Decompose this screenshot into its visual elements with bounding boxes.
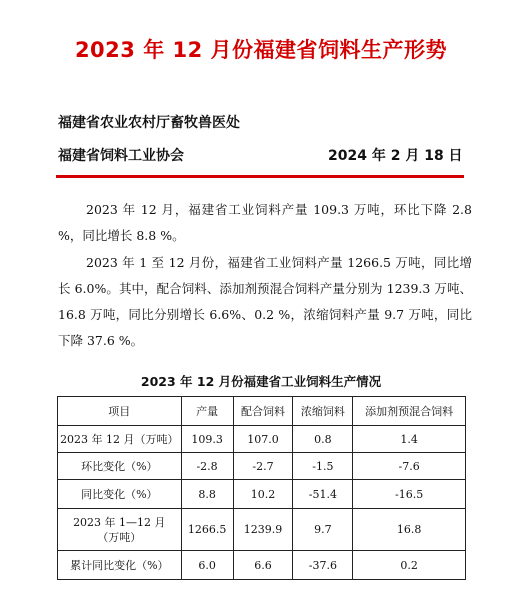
paragraph-monthly-summary: 2023 年 12 月，福建省工业饲料产量 109.3 万吨，环比下降 2.8 %，同比增长 8.8 %。 (58, 202, 472, 243)
row-label: 2023 年 12 月（万吨） (58, 426, 182, 453)
table-title: 2023 年 12 月份福建省工业饲料生产情况 (140, 374, 382, 389)
cell-output: -2.8 (181, 453, 233, 480)
cell-premix-feed: 0.2 (353, 551, 466, 580)
row-label-line2: （万吨） (97, 530, 142, 544)
cell-premix-feed: -16.5 (353, 480, 466, 509)
row-label: 环比变化（%） (58, 453, 182, 480)
feed-production-table (57, 396, 466, 580)
page-title: 2023 年 12 月份福建省饲料生产形势 (74, 38, 448, 62)
header-output: 产量 (181, 397, 233, 426)
row-label (58, 509, 182, 551)
header-item: 项目 (58, 397, 182, 426)
cell-compound-feed: -2.7 (233, 453, 293, 480)
cell-premix-feed: 16.8 (353, 509, 466, 551)
cell-premix-feed: -7.6 (353, 453, 466, 480)
row-label: 累计同比变化（%） (58, 551, 182, 580)
cell-concentrated-feed: -37.6 (293, 551, 353, 580)
cell-concentrated-feed: -1.5 (293, 453, 353, 480)
table-row (58, 453, 466, 480)
cell-compound-feed: 6.6 (233, 551, 293, 580)
cell-output: 109.3 (181, 426, 233, 453)
cell-concentrated-feed: 0.8 (293, 426, 353, 453)
table-header-row (58, 397, 466, 426)
cell-concentrated-feed: 9.7 (293, 509, 353, 551)
cell-output: 6.0 (181, 551, 233, 580)
cell-premix-feed: 1.4 (353, 426, 466, 453)
table-row (58, 509, 466, 551)
header-premix-feed: 添加剂预混合饲料 (353, 397, 466, 426)
cell-compound-feed: 10.2 (233, 480, 293, 509)
paragraph-annual-summary: 2023 年 1 至 12 月份，福建省工业饲料产量 1266.5 万吨，同比增长 6.0%。其中，配合饲料、添加剂预混合饲料产量分别为 1239.3 万吨、16.8 万吨，同比分别增长 6.6%、0.2 %，浓缩饲料产量 9.7 万吨，同比下降 37.6 %。 (58, 255, 472, 348)
cell-compound-feed: 1239.9 (233, 509, 293, 551)
cell-concentrated-feed: -51.4 (293, 480, 353, 509)
issuer-department: 福建省农业农村厅畜牧兽医处 (58, 115, 240, 131)
table-row (58, 551, 466, 580)
red-divider-rule (56, 175, 464, 178)
row-label-line1: 2023 年 1—12 月 (73, 515, 166, 529)
row-label: 同比变化（%） (58, 480, 182, 509)
table-row (58, 426, 466, 453)
cell-compound-feed: 107.0 (233, 426, 293, 453)
cell-output: 8.8 (181, 480, 233, 509)
header-compound-feed: 配合饲料 (233, 397, 293, 426)
cell-output: 1266.5 (181, 509, 233, 551)
issuer-association: 福建省饲料工业协会 (58, 148, 184, 164)
header-concentrated-feed: 浓缩饲料 (293, 397, 353, 426)
issue-date: 2024 年 2 月 18 日 (328, 148, 463, 164)
table-row (58, 480, 466, 509)
